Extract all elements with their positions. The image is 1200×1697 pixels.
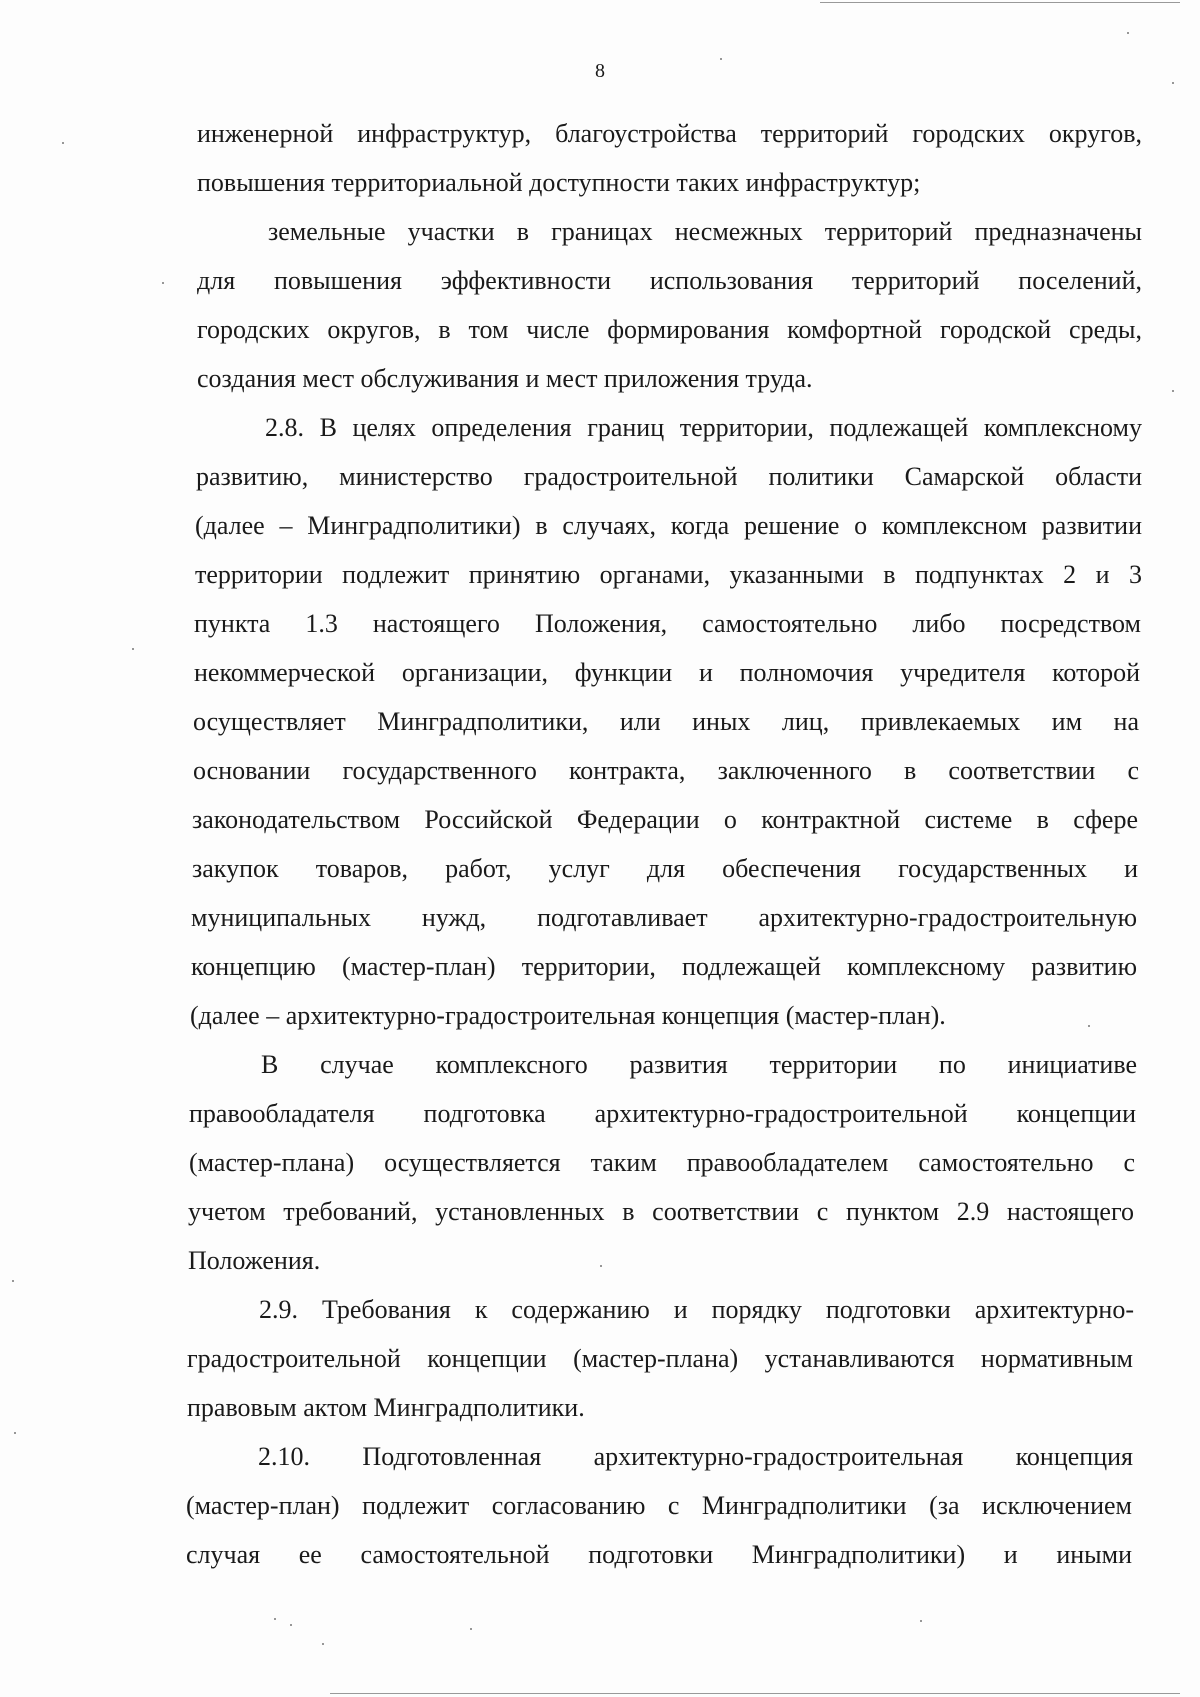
text-line: основании государственного контракта, заключенного в соответствии с bbox=[193, 756, 1139, 785]
text-line: (мастер-план) подлежит согласованию с Минградполитики (за исключением bbox=[186, 1491, 1132, 1520]
text-line: повышения территориальной доступности таких инфраструктур; bbox=[197, 168, 921, 197]
text-line: 2.9. Требования к содержанию и порядку подготовки архитектурно- bbox=[259, 1295, 1134, 1324]
scan-speck bbox=[600, 1265, 602, 1267]
text-line: создания мест обслуживания и мест приложения труда. bbox=[197, 364, 813, 393]
scan-speck bbox=[470, 1628, 472, 1630]
scan-speck bbox=[12, 1280, 14, 1282]
text-line: развитию, министерство градостроительной политики Самарской области bbox=[196, 462, 1142, 491]
page-number: 8 bbox=[595, 60, 605, 82]
scan-speck bbox=[1172, 82, 1174, 84]
scan-speck bbox=[162, 282, 164, 284]
text-line: В случае комплексного развития территории по инициативе bbox=[261, 1050, 1137, 1079]
scan-speck bbox=[132, 648, 134, 650]
text-line: Положения. bbox=[188, 1246, 321, 1275]
text-line: для повышения эффективности использования территорий поселений, bbox=[197, 266, 1142, 295]
text-line: (далее – архитектурно-градостроительная концепция (мастер-план). bbox=[190, 1001, 946, 1030]
text-line: (далее – Минградполитики) в случаях, когда решение о комплексном развитии bbox=[195, 511, 1142, 540]
text-line: пункта 1.3 настоящего Положения, самостоятельно либо посредством bbox=[194, 609, 1141, 638]
text-line: закупок товаров, работ, услуг для обеспечения государственных и bbox=[192, 854, 1138, 883]
scan-speck bbox=[920, 1620, 922, 1622]
scan-speck bbox=[1127, 32, 1129, 34]
text-line: градостроительной концепции (мастер-плана) устанавливаются нормативным bbox=[187, 1344, 1133, 1373]
scan-speck bbox=[14, 1432, 16, 1434]
text-line: инженерной инфраструктур, благоустройства территорий городских округов, bbox=[197, 119, 1142, 148]
scan-speck bbox=[322, 1643, 324, 1645]
text-line: правовым актом Минградполитики. bbox=[187, 1393, 585, 1422]
text-line: 2.10. Подготовленная архитектурно-градостроительная концепция bbox=[258, 1442, 1133, 1471]
scan-edge-line bbox=[820, 2, 1180, 3]
text-line: 2.8. В целях определения границ территории, подлежащей комплексному bbox=[265, 413, 1142, 442]
scan-bottom-line bbox=[330, 1693, 1180, 1694]
scan-speck bbox=[720, 58, 722, 60]
text-line: городских округов, в том числе формирования комфортной городской среды, bbox=[197, 315, 1142, 344]
scan-speck bbox=[290, 1624, 292, 1626]
text-line: законодательством Российской Федерации о контрактной системе в сфере bbox=[192, 805, 1138, 834]
text-line: (мастер-плана) осуществляется таким правообладателем самостоятельно с bbox=[189, 1148, 1135, 1177]
text-line: правообладателя подготовка архитектурно-градостроительной концепции bbox=[189, 1099, 1136, 1128]
text-line: некоммерческой организации, функции и полномочия учредителя которой bbox=[194, 658, 1140, 687]
scan-speck bbox=[1088, 1025, 1090, 1027]
text-line: территории подлежит принятию органами, указанными в подпунктах 2 и 3 bbox=[195, 560, 1142, 589]
text-line: случая ее самостоятельной подготовки Минградполитики) и иными bbox=[186, 1540, 1132, 1569]
text-line: учетом требований, установленных в соответствии с пунктом 2.9 настоящего bbox=[188, 1197, 1134, 1226]
scan-speck bbox=[62, 142, 64, 144]
text-line: концепцию (мастер-план) территории, подлежащей комплексному развитию bbox=[191, 952, 1137, 981]
scan-speck bbox=[274, 1618, 276, 1620]
scan-speck bbox=[1172, 390, 1174, 392]
text-line: земельные участки в границах несмежных территорий предназначены bbox=[268, 217, 1142, 246]
text-line: муниципальных нужд, подготавливает архитектурно-градостроительную bbox=[191, 903, 1137, 932]
text-line: осуществляет Минградполитики, или иных лиц, привлекаемых им на bbox=[193, 707, 1139, 736]
